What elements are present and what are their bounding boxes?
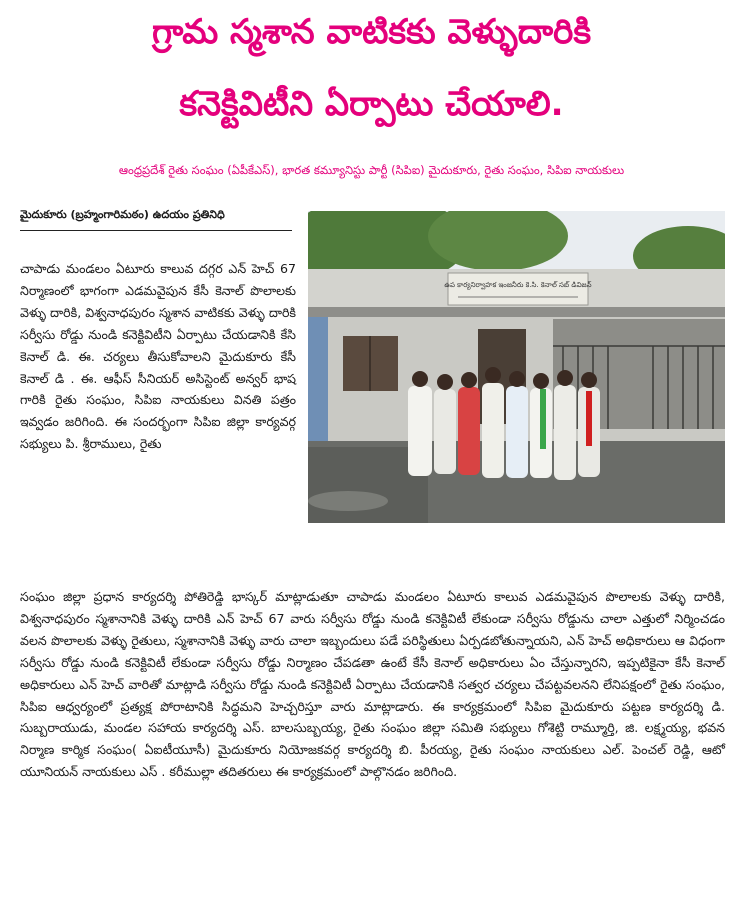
dateline: మైదుకూరు (బ్రహ్మంగారిమఠం) ఉదయం ప్రతినిధి xyxy=(20,208,292,231)
subheadline: ఆంధ్రప్రదేశ్ రైతు సంఘం (ఏపీకేఎస్), భారత కమ్యూనిస్టు పార్టీ (సిపిఐ) మైదుకూరు, రైతు సంఘం, సిపిఐ నాయకులు xyxy=(118,163,625,177)
article-column-text: చాపాడు మండలం ఏటూరు కాలువ దగ్గర ఎన్ హెచ్ 67 నిర్మాణంలో భాగంగా ఎడమవైపున కేసీ కెనాల్ పొలాలకు వెళ్ళు దారికి, విశ్వనాధపురం స్మశాన వాటికకు వెళ్ళు దారికి సర్వీసు రోడ్డు నుండి కనెక్టివిటీని ఏర్పాటు చేయడానికి కేసి కెనాల్ డి. ఈ. చర్యలు తీసుకోవాలని మైదుకూరు కేసీ కెనాల్ డి . ఈ. ఆఫీస్ సీనియర్ అసిస్టెంట్ అన్వర్ భాష గారికి రైతు సంఘం, సిపిఐ నాయకులు వినతి పత్రం ఇవ్వడం జరిగింది. ఈ సందర్భంగా సిపిఐ జిల్లా కార్యవర్గ సభ్యులు పి. శ్రీరాములు, రైతు xyxy=(20,261,296,452)
headline-line-2: కనెక్టివిటీని ఏర్పాటు చేయాలి. xyxy=(179,84,564,124)
headline-line-1: గ్రామ స్మశాన వాటికకు వెళ్ళుదారికి xyxy=(151,12,592,52)
sign-board-text: ఉప కార్యనిర్వాహక ఇంజనీరు కె.సి. కెనాల్ సబ్ డివిజన్ xyxy=(444,281,592,289)
news-photo xyxy=(308,211,725,523)
article-full-width-text: సంఘం జిల్లా ప్రధాన కార్యదర్శి పోతిరెడ్డి భాస్కర్ మాట్లాడుతూ చాపాడు మండలం ఏటూరు కాలువ ఎడమవైపున పొలాలకు వెళ్ళు దారికి, విశ్వనాధపురం స్మశానానికి వెళ్ళు దారికి ఎన్ హెచ్ 67 వారు సర్వీసు రోడ్డు నుండి కనెక్టివిటీ లేకుండా సర్వీసు రోడ్డును చాలా ఎత్తులో నిర్మించడం వలన పొలాలకు వెళ్ళు రైతులు, స్మశానానికి వెళ్ళు వారు చాలా ఇబ్బందులు పడే పరిస్థితులు ఏర్పడబోతున్నాయని, ఎన్ హెచ్ అధికారులు ఆ విధంగా సర్వీసు రోడ్డు నుండి కనెక్టివిటీ లేకుండా సర్వీసు రోడ్డు నిర్మాణం చేపడతా ఉంటే కేసీ కెనాల్ అధికారులు ఏం చేస్తున్నారని, ఇప్పటికైనా కేసీ కెనాల్ అధికారులు ఎన్ హెచ్ వారితో మాట్లాడి సర్వీసు రోడ్డు నుండి కనెక్టివిటీ ఏర్పాటు చేయడానికి సత్వర చర్యలు చేపట్టవలనని లేనిపక్షంలో రైతు సంఘం, సిపిఐ ఆధ్వర్యంలో ప్రత్యక్ష పోరాటానికి సిద్ధమని హెచ్చరిస్తూ వారు మాట్లాడారు. ఈ కార్యక్రమంలో సిపిఐ మైదుకూరు పట్టణ కార్యదర్శి డి. సుబ్బరాయుడు, మండల సహాయ కార్యదర్శి ఎస్. బాలసుబ్బయ్య, రైతు సంఘం జిల్లా సమితి సభ్యులు గోశెట్టి రామ్మూర్తి, జి. లక్ష్మయ్య, భవన నిర్మాణ కార్మిక సంఘం( ఏఐటీయూసీ) మైదుకూరు నియోజకవర్గ కార్యదర్శి బి. పీరయ్య, రైతు సంఘం నాయకులు ఎల్. పెంచల్ రెడ్డి, ఆటో యూనియన్ నాయకులు ఎస్ . కరీముల్లా తదితరులు ఈ కార్యక్రమంలో పాల్గొనడం జరిగింది. xyxy=(20,589,725,780)
